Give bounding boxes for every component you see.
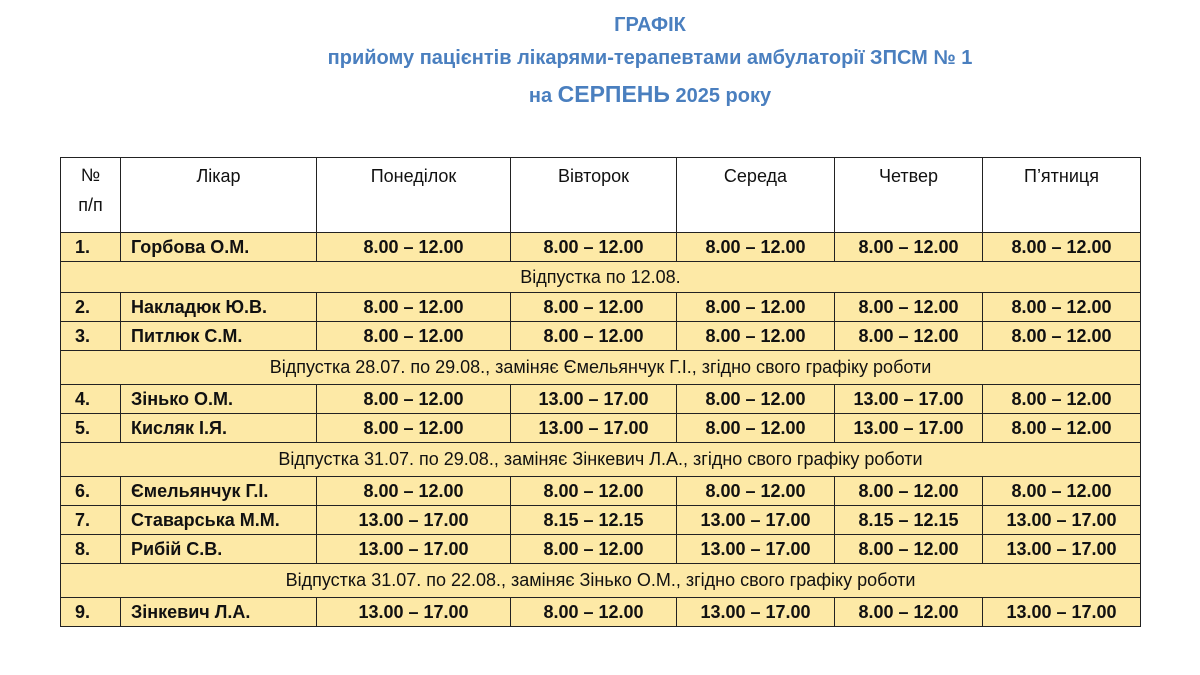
wednesday-hours: 8.00 – 12.00 xyxy=(677,414,835,443)
tuesday-hours: 8.00 – 12.00 xyxy=(511,322,677,351)
wednesday-hours: 13.00 – 17.00 xyxy=(677,535,835,564)
doctor-name: Горбова О.М. xyxy=(121,233,317,262)
table-row xyxy=(61,506,1141,535)
wednesday-hours: 8.00 – 12.00 xyxy=(677,233,835,262)
friday-hours: 8.00 – 12.00 xyxy=(983,322,1141,351)
page-subtitle: прийому пацієнтів лікарями-терапевтами амбулаторії ЗПСМ № 1 xyxy=(327,47,973,69)
vacation-note: Відпустка 31.07. по 29.08., заміняє Зінкевич Л.А., згідно свого графіку роботи xyxy=(61,443,1141,477)
thursday-hours: 13.00 – 17.00 xyxy=(835,414,983,443)
wednesday-hours: 13.00 – 17.00 xyxy=(677,598,835,627)
monday-hours: 13.00 – 17.00 xyxy=(317,535,511,564)
monday-hours: 8.00 – 12.00 xyxy=(317,477,511,506)
doctor-name: Рибій С.В. xyxy=(121,535,317,564)
monday-hours: 13.00 – 17.00 xyxy=(317,506,511,535)
monday-hours: 8.00 – 12.00 xyxy=(317,293,511,322)
column-header-number-line1: № xyxy=(80,165,101,185)
friday-hours: 8.00 – 12.00 xyxy=(983,233,1141,262)
period-suffix: 2025 року xyxy=(675,85,772,107)
wednesday-hours: 8.00 – 12.00 xyxy=(677,322,835,351)
note-row xyxy=(61,564,1141,598)
table-row xyxy=(61,598,1141,627)
title-block xyxy=(0,10,1200,114)
wednesday-hours: 8.00 – 12.00 xyxy=(677,477,835,506)
monday-hours: 8.00 – 12.00 xyxy=(317,385,511,414)
thursday-hours: 8.15 – 12.15 xyxy=(835,506,983,535)
row-number: 4. xyxy=(61,385,121,414)
tuesday-hours: 13.00 – 17.00 xyxy=(511,385,677,414)
vacation-note: Відпустка по 12.08. xyxy=(61,262,1141,293)
period-prefix: на xyxy=(528,85,553,107)
doctor-name: Накладюк Ю.В. xyxy=(121,293,317,322)
friday-hours: 13.00 – 17.00 xyxy=(983,506,1141,535)
thursday-hours: 13.00 – 17.00 xyxy=(835,385,983,414)
thursday-hours: 8.00 – 12.00 xyxy=(835,293,983,322)
friday-hours: 8.00 – 12.00 xyxy=(983,414,1141,443)
monday-hours: 8.00 – 12.00 xyxy=(317,233,511,262)
vacation-note: Відпустка 28.07. по 29.08., заміняє Ємельянчук Г.І., згідно свого графіку роботи xyxy=(61,351,1141,385)
column-header-tuesday: Вівторок xyxy=(511,158,677,233)
schedule-table xyxy=(60,157,1141,627)
table-row xyxy=(61,414,1141,443)
wednesday-hours: 13.00 – 17.00 xyxy=(677,506,835,535)
tuesday-hours: 8.00 – 12.00 xyxy=(511,477,677,506)
friday-hours: 8.00 – 12.00 xyxy=(983,293,1141,322)
thursday-hours: 8.00 – 12.00 xyxy=(835,233,983,262)
note-row xyxy=(61,351,1141,385)
friday-hours: 13.00 – 17.00 xyxy=(983,535,1141,564)
doctor-name: Кисляк І.Я. xyxy=(121,414,317,443)
monday-hours: 8.00 – 12.00 xyxy=(317,414,511,443)
thursday-hours: 8.00 – 12.00 xyxy=(835,477,983,506)
table-row xyxy=(61,322,1141,351)
doctor-name: Питлюк С.М. xyxy=(121,322,317,351)
row-number: 3. xyxy=(61,322,121,351)
page-title: ГРАФІК xyxy=(614,14,686,36)
table-header-row xyxy=(61,158,1141,233)
row-number: 7. xyxy=(61,506,121,535)
doctor-name: Ємельянчук Г.І. xyxy=(121,477,317,506)
row-number: 2. xyxy=(61,293,121,322)
table-row xyxy=(61,535,1141,564)
column-header-number-line2: п/п xyxy=(78,195,103,215)
tuesday-hours: 8.00 – 12.00 xyxy=(511,535,677,564)
friday-hours: 8.00 – 12.00 xyxy=(983,385,1141,414)
column-header-friday: П’ятниця xyxy=(983,158,1141,233)
thursday-hours: 8.00 – 12.00 xyxy=(835,322,983,351)
tuesday-hours: 8.00 – 12.00 xyxy=(511,598,677,627)
row-number: 1. xyxy=(61,233,121,262)
wednesday-hours: 8.00 – 12.00 xyxy=(677,385,835,414)
friday-hours: 8.00 – 12.00 xyxy=(983,477,1141,506)
tuesday-hours: 8.00 – 12.00 xyxy=(511,233,677,262)
row-number: 5. xyxy=(61,414,121,443)
doctor-name: Ставарська М.М. xyxy=(121,506,317,535)
doctor-name: Зінько О.М. xyxy=(121,385,317,414)
table-row xyxy=(61,385,1141,414)
column-header-doctor: Лікар xyxy=(121,158,317,233)
column-header-thursday: Четвер xyxy=(835,158,983,233)
doctor-name: Зінкевич Л.А. xyxy=(121,598,317,627)
note-row xyxy=(61,262,1141,293)
thursday-hours: 8.00 – 12.00 xyxy=(835,598,983,627)
note-row xyxy=(61,443,1141,477)
row-number: 6. xyxy=(61,477,121,506)
monday-hours: 8.00 – 12.00 xyxy=(317,322,511,351)
monday-hours: 13.00 – 17.00 xyxy=(317,598,511,627)
table-row xyxy=(61,477,1141,506)
tuesday-hours: 8.15 – 12.15 xyxy=(511,506,677,535)
tuesday-hours: 8.00 – 12.00 xyxy=(511,293,677,322)
column-header-number xyxy=(61,158,121,233)
thursday-hours: 8.00 – 12.00 xyxy=(835,535,983,564)
period-month: СЕРПЕНЬ xyxy=(557,81,670,107)
vacation-note: Відпустка 31.07. по 22.08., заміняє Зінько О.М., згідно свого графіку роботи xyxy=(61,564,1141,598)
period-line xyxy=(100,76,1200,114)
table-row xyxy=(61,293,1141,322)
wednesday-hours: 8.00 – 12.00 xyxy=(677,293,835,322)
row-number: 9. xyxy=(61,598,121,627)
column-header-wednesday: Середа xyxy=(677,158,835,233)
row-number: 8. xyxy=(61,535,121,564)
table-row xyxy=(61,233,1141,262)
friday-hours: 13.00 – 17.00 xyxy=(983,598,1141,627)
column-header-monday: Понеділок xyxy=(317,158,511,233)
tuesday-hours: 13.00 – 17.00 xyxy=(511,414,677,443)
